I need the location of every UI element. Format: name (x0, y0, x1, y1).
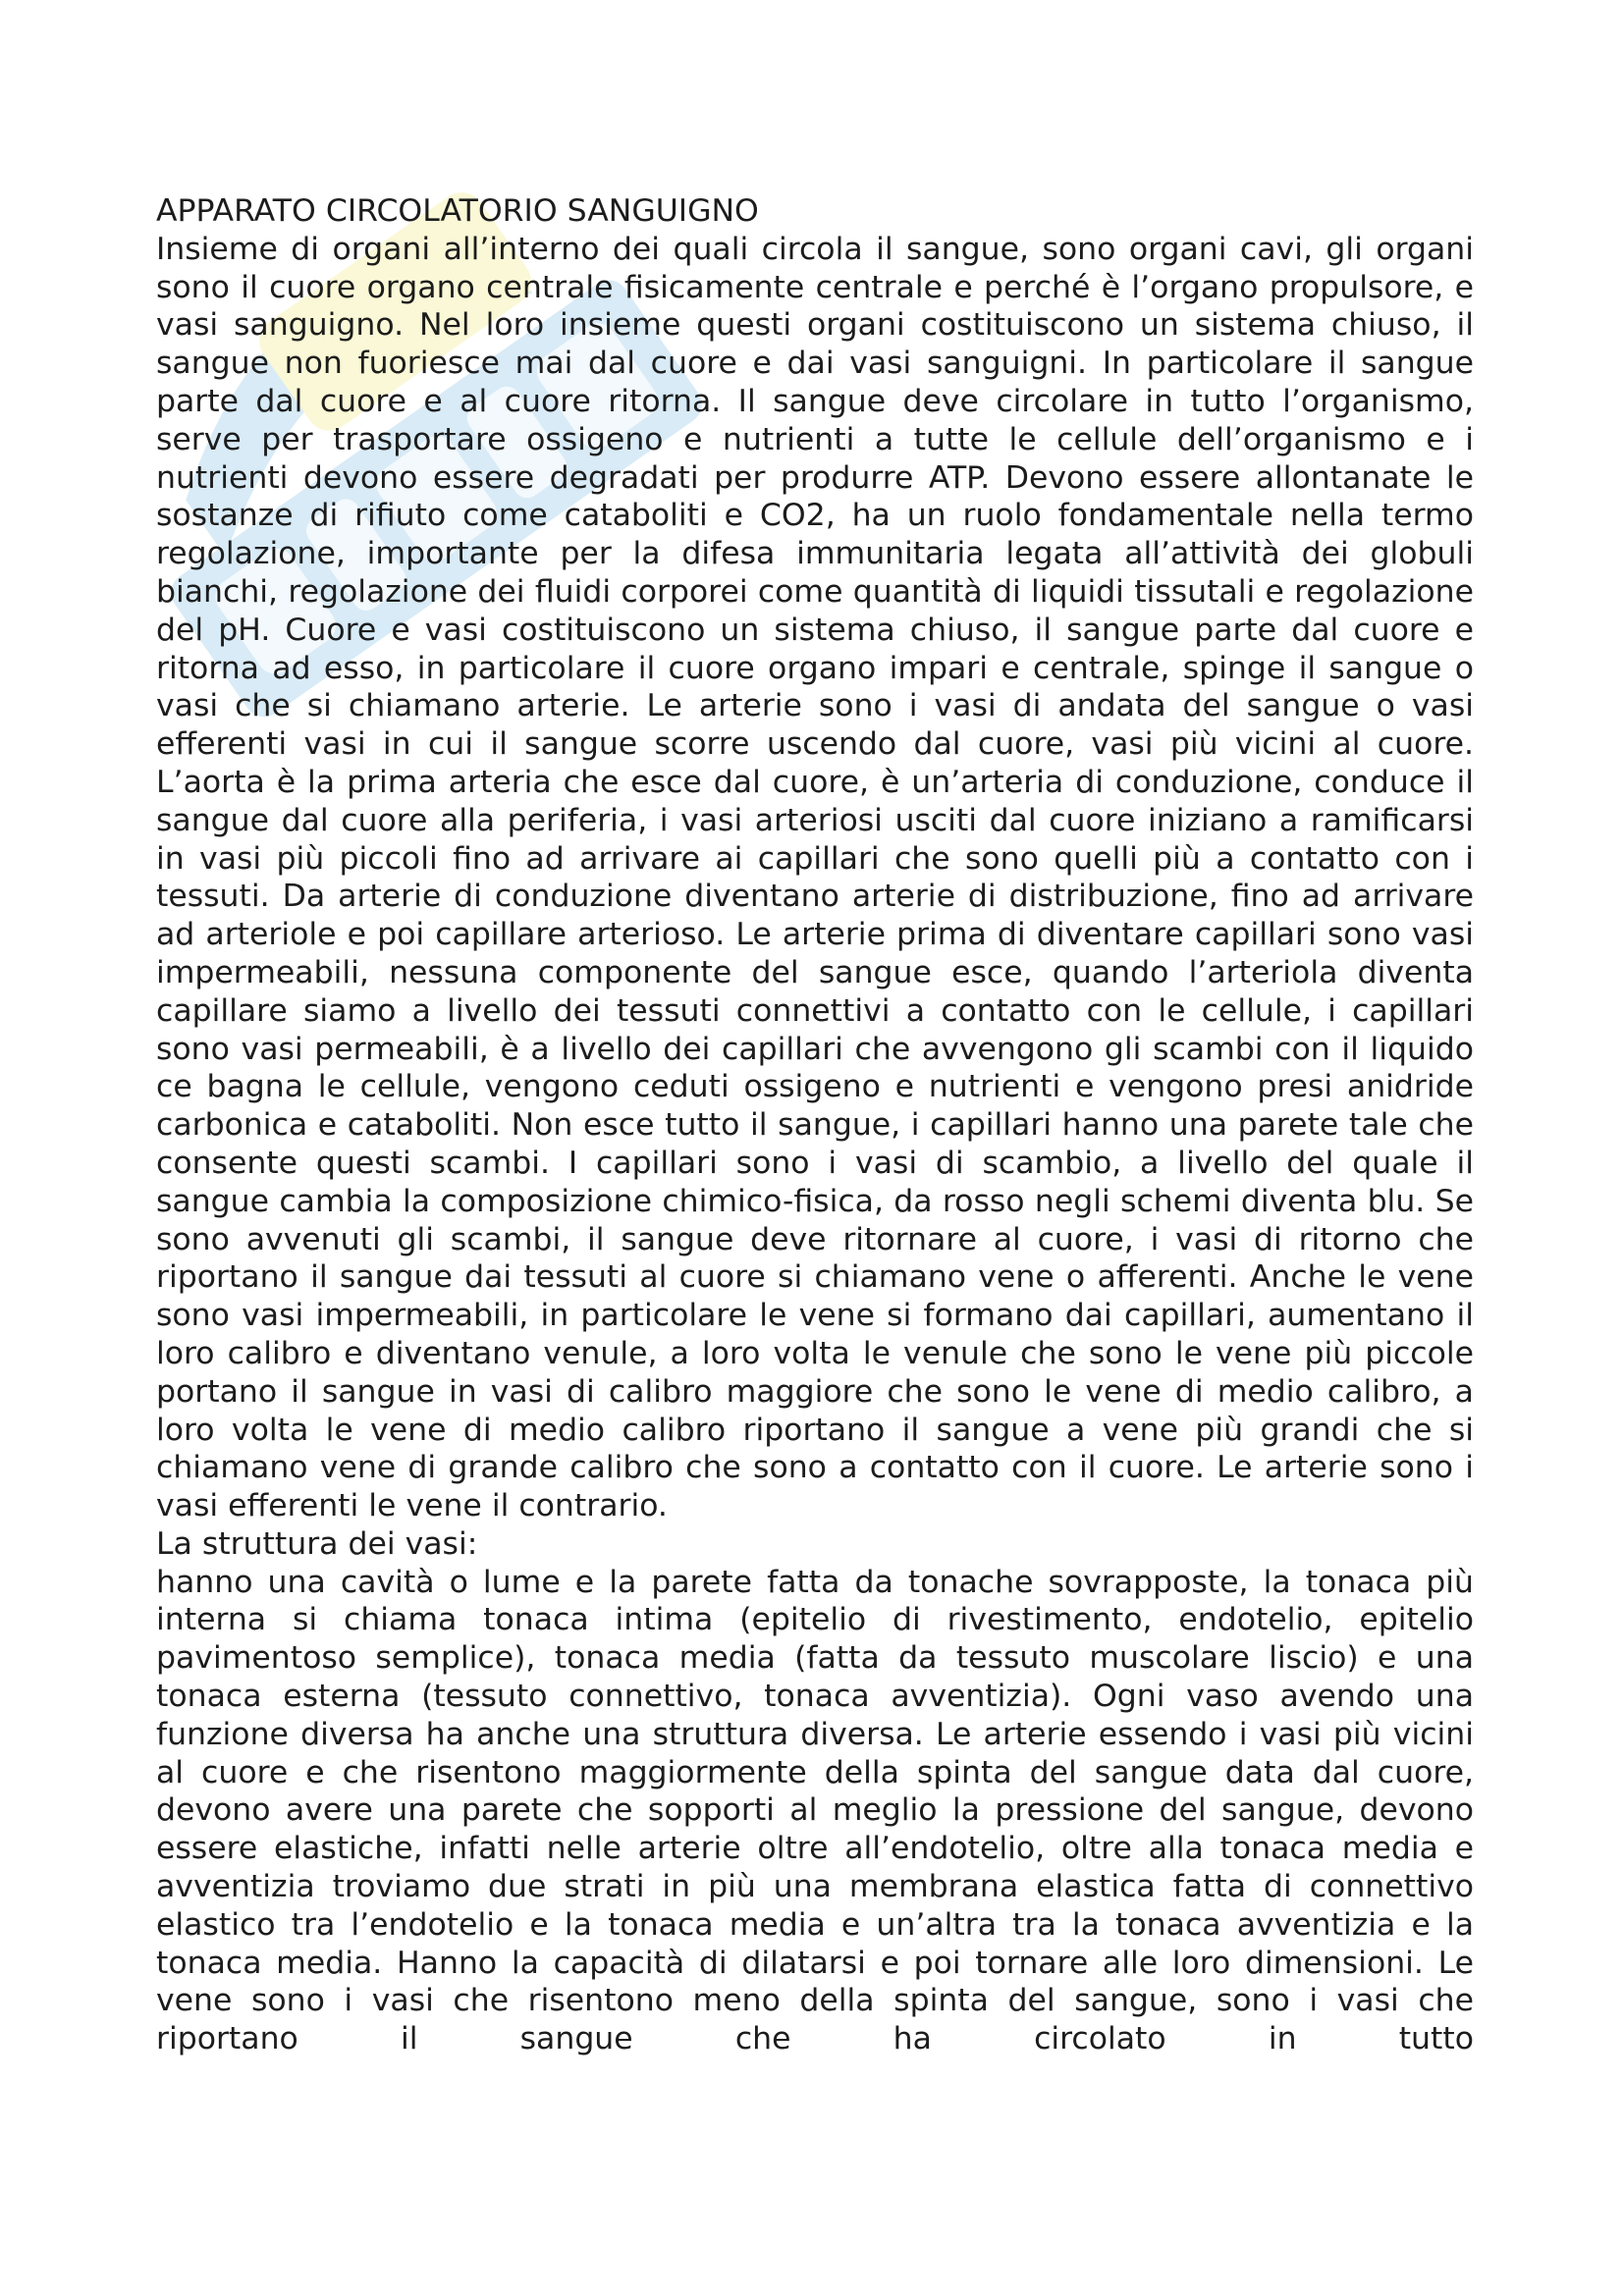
paragraph-vessel-structure: hanno una cavità o lume e la parete fatta da tonache sovrapposte, la tonaca più interna si chiama tonaca intima (epitelio di rivestimento, endotelio, epitelio pavimentoso semplice), tonaca media (fatta da tessuto muscolare liscio) e una tonaca esterna (tessuto connettivo, tonaca avventizia). Ogni vaso avendo una funzione diversa ha anche una struttura diversa. Le arterie essendo i vasi più vicini al cuore e che risentono maggiormente della spinta del sangue data dal cuore, devono avere una parete che sopporti al meglio la pressione del sangue, devono essere elastiche, infatti nelle arterie oltre all’endotelio, oltre alla tonaca media e avventizia troviamo due strati in più una membrana elastica fatta di connettivo elastico tra l’endotelio e la tonaca media e un’altra tra la tonaca avventizia e la tonaca media. Hanno la capacità di dilatarsi e poi tornare alle loro dimensioni. Le vene sono i vasi che risentono meno della spinta del sangue, sono i vasi che riportano il sangue che ha circolato in tutto (156, 1564, 1474, 2057)
document-title: APPARATO CIRCOLATORIO SANGUIGNO (156, 193, 759, 229)
paragraph-circulatory-system: Insieme di organi all’interno dei quali circola il sangue, sono organi cavi, gli organi sono il cuore organo centrale fisicamente centrale e perché è l’organo propulsore, e vasi sanguigno. Nel loro insieme questi organi costituiscono un sistema chiuso, il sangue non fuoriesce mai dal cuore e dai vasi sanguigni. In particolare il sangue parte dal cuore e al cuore ritorna. Il sangue deve circolare in tutto l’organismo, serve per trasportare ossigeno e nutrienti a tutte le cellule dell’organismo e i nutrienti devono essere degradati per produrre ATP. Devono essere allontanate le sostanze di rifiuto come cataboliti e CO2, ha un ruolo fondamentale nella termo regolazione, importante per la difesa immunitaria legata all’attività dei globuli bianchi, regolazione dei fluidi corporei come quantità di liquidi tissutali e regolazione del pH. Cuore e vasi costituiscono un sistema chiuso, il sangue parte dal cuore e ritorna ad esso, in particolare il cuore organo impari e centrale, spinge il sangue o vasi che si chiamano arterie. Le arterie sono i vasi di andata del sangue o vasi efferenti vasi in cui il sangue scorre uscendo dal cuore, vasi più vicini al cuore. L’aorta è la prima arteria che esce dal cuore, è un’arteria di conduzione, conduce il sangue dal cuore alla periferia, i vasi arteriosi usciti dal cuore iniziano a ramificarsi in vasi più piccoli fino ad arrivare ai capillari che sono quelli più a contatto con i tessuti. Da arterie di conduzione diventano arterie di distribuzione, fino ad arrivare ad arteriole e poi capillare arterioso. Le arterie prima di diventare capillari sono vasi impermeabili, nessuna componente del sangue esce, quando l’arteriola diventa capillare siamo a livello dei tessuti connettivi a contatto con le cellule, i capillari sono vasi permeabili, è a livello dei capillari che avvengono gli scambi con il liquido ce bagna le cellule, vengono ceduti ossigeno e nutrienti e vengono presi anidride carbonica e cataboliti. Non esce tutto il sangue, i capillari hanno una parete tale che consente questi scambi. I capillari sono i vasi di scambio, a livello del quale il sangue cambia la composizione chimico-fisica, da rosso negli schemi diventa blu. Se sono avvenuti gli scambi, il sangue deve ritornare al cuore, i vasi di ritorno che riportano il sangue dai tessuti al cuore si chiamano vene o afferenti. Anche le vene sono vasi impermeabili, in particolare le vene si formano dai capillari, aumentano il loro calibro e diventano venule, a loro volta le venule che sono le vene più piccole portano il sangue in vasi di calibro maggiore che sono le vene di medio calibro, a loro volta le vene di medio calibro riportano il sangue a vene più grandi che si chiamano vene di grande calibro che sono a contatto con il cuore. Le arterie sono i vasi efferenti le vene il contrario. (156, 231, 1474, 1524)
document-body (156, 192, 1474, 2058)
section-heading-vessel-structure: La struttura dei vasi: (156, 1525, 478, 1562)
